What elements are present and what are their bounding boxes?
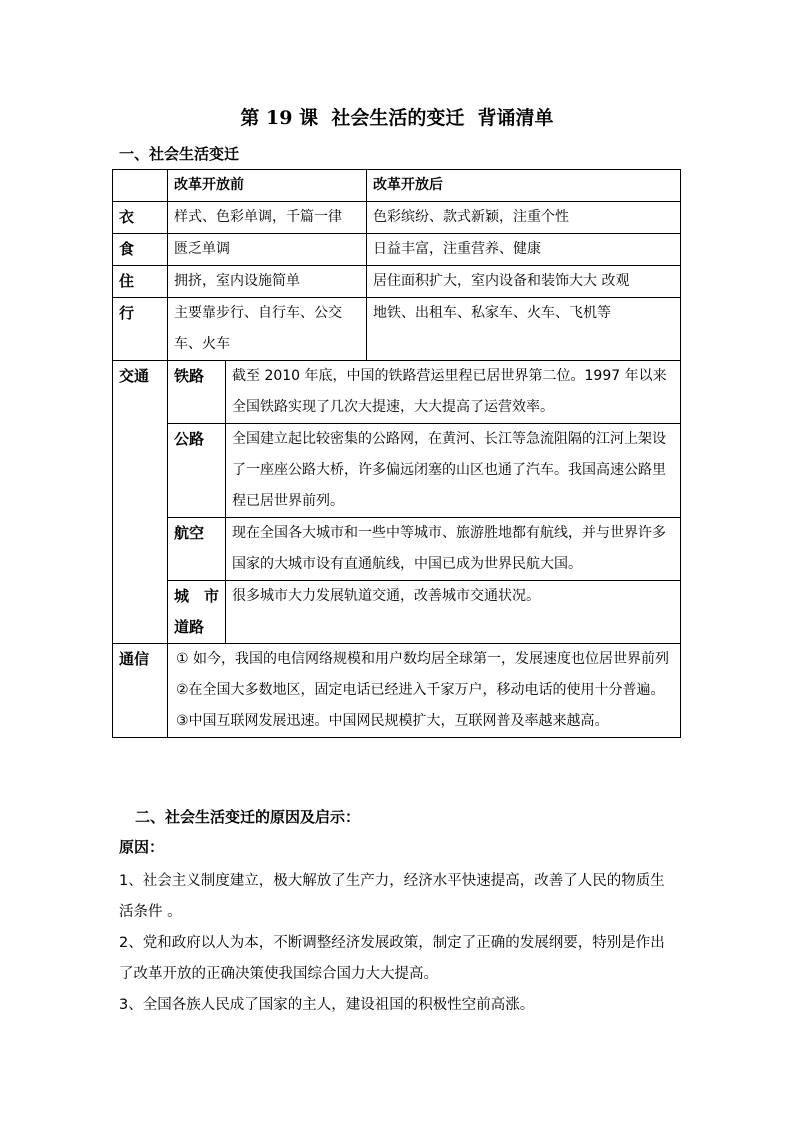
- table-row-food: [113, 234, 681, 266]
- category-cell: 衣: [113, 202, 168, 234]
- table-row-aviation: [113, 518, 681, 581]
- sub-label-railway: 铁路: [168, 361, 226, 424]
- sub-label-urban-roads: [168, 581, 226, 644]
- section-heading-2: 二、社会生活变迁的原因及启示：: [135, 808, 361, 826]
- before-cell: 主要靠步行、自行车、公交车、火车: [168, 298, 367, 361]
- category-cell: 住: [113, 266, 168, 298]
- category-cell: 行: [113, 298, 168, 361]
- sub-label-urban-roads-line2: 道路: [174, 618, 205, 636]
- header-empty-cell: [113, 170, 168, 202]
- reason-item: 3、全国各族人民成了国家的主人，建设祖国的积极性空前高涨。: [119, 997, 535, 1013]
- table-row-urban-roads: [113, 581, 681, 644]
- table-header-row: [113, 170, 681, 202]
- transport-text-aviation: 现在全国各大城市和一些中等城市、旅游胜地都有航线，并与世界许多国家的大城市设有直通航线，中国已成为世界民航大国。: [226, 518, 681, 581]
- reason-item: 2、党和政府以人为本，不断调整经济发展政策，制定了正确的发展纲要，特别是作出了改革开放的正确决策使我国综合国力大大提高。: [119, 935, 665, 982]
- table-row-travel: [113, 298, 681, 361]
- transport-text-railway: 截至 2010 年底，中国的铁路营运里程已居世界第二位。1997 年以来全国铁路实现了几次大提速，大大提高了运营效率。: [226, 361, 681, 424]
- after-cell: 色彩缤纷、款式新颖，注重个性: [367, 202, 681, 234]
- table-row-communication: [113, 644, 681, 738]
- header-after: 改革开放后: [367, 170, 681, 202]
- sub-label-highway: 公路: [168, 424, 226, 518]
- page-title: 第 19 课 社会生活的变迁 背诵清单: [240, 107, 554, 129]
- communication-text: ① 如今，我国的电信网络规模和用户数均居全球第一，发展速度也位居世界前列②在全国大多数地区，固定电话已经进入千家万户，移动电话的使用十分普遍。③中国互联网发展迅速。中国网民规模扩大，互联网普及率越来越高。: [168, 644, 681, 738]
- reason-item: 1、社会主义制度建立，极大解放了生产力，经济水平快速提高，改善了人民的物质生活条件 。: [119, 873, 665, 920]
- after-cell: 居住面积扩大，室内设备和装饰大大 改观: [367, 266, 681, 298]
- table-row-housing: [113, 266, 681, 298]
- category-cell-communication: 通信: [113, 644, 168, 738]
- reason-heading: 原因：: [119, 838, 165, 856]
- transport-text-urban-roads: 很多城市大力发展轨道交通，改善城市交通状况。: [226, 581, 681, 644]
- table-row-railway: [113, 361, 681, 424]
- before-cell: 匮乏单调: [168, 234, 367, 266]
- before-cell: 样式、色彩单调，千篇一律: [168, 202, 367, 234]
- table-row-highway: [113, 424, 681, 518]
- before-cell: 拥挤，室内设施简单: [168, 266, 367, 298]
- section-heading-1: 一、社会生活变迁: [119, 145, 240, 163]
- after-cell: 地铁、出租车、私家车、火车、飞机等: [367, 298, 681, 361]
- sub-label-urban-roads-line1: 城 市: [174, 587, 219, 605]
- transport-text-highway: 全国建立起比较密集的公路网，在黄河、长江等急流阻隔的江河上架设了一座座公路大桥，许多偏远闭塞的山区也通了汽车。我国高速公路里程已居世界前列。: [226, 424, 681, 518]
- header-before: 改革开放前: [168, 170, 367, 202]
- category-cell-transport: 交通: [113, 361, 168, 644]
- after-cell: 日益丰富，注重营养、健康: [367, 234, 681, 266]
- sub-label-aviation: 航空: [168, 518, 226, 581]
- changes-table: [112, 169, 681, 738]
- category-cell: 食: [113, 234, 168, 266]
- table-row-clothing: [113, 202, 681, 234]
